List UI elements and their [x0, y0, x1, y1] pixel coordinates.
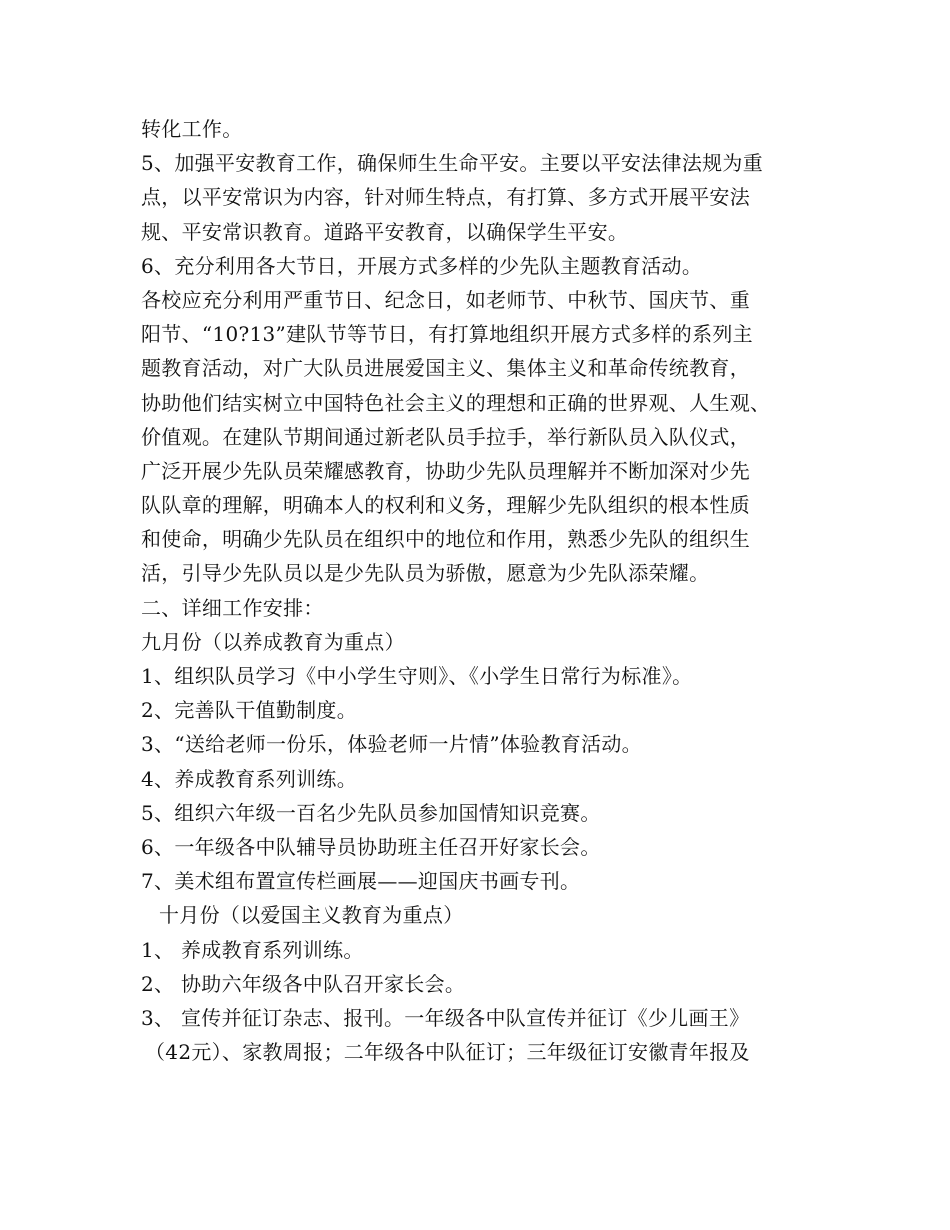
paragraph-line: 队队章的理解，明确本人的权利和义务，理解少先队组织的根本性质 [141, 493, 750, 518]
paragraph-line: 点，以平安常识为内容，针对师生特点，有打算、多方式开展平安法 [141, 185, 750, 210]
paragraph-line: 规、平安常识教育。道路平安教育，以确保学生平安。 [141, 219, 629, 244]
paragraph-line: 广泛开展少先队员荣耀感教育，协助少先队员理解并不断加深对少先 [141, 458, 750, 483]
list-item: 1、组织队员学习《中小学生守则》、《小学生日常行为标准》。 [141, 664, 693, 688]
paragraph-line: （42元）、家教周报；二年级各中队征订；三年级征订安徽青年报及 [145, 1040, 750, 1065]
month-heading-september: 九月份（以养成教育为重点） [141, 629, 405, 654]
document-body [141, 112, 841, 1069]
paragraph-line: 各校应充分利用严重节日、纪念日，如老师节、中秋节、国庆节、重 [141, 287, 750, 312]
paragraph-line: 活，引导少先队员以是少先队员为骄傲，愿意为少先队添荣耀。 [141, 561, 710, 586]
list-item: 2、 协助六年级各中队召开家长会。 [141, 971, 466, 996]
paragraph-line: 阳节、“10?13”建队节等节日，有打算地组织开展方式多样的系列主 [141, 322, 753, 347]
paragraph-line: 和使命，明确少先队员在组织中的地位和作用，熟悉少先队的组织生 [141, 527, 750, 552]
paragraph-line: 转化工作。 [141, 117, 243, 141]
list-item-safety-education: 5、加强平安教育工作，确保师生生命平安。主要以平安法律法规为重 [141, 151, 764, 176]
paragraph-line: 协助他们结实树立中国特色社会主义的理想和正确的世界观、人生观、 [141, 390, 771, 415]
list-item: 6、一年级各中队辅导员协助班主任召开好家长会。 [141, 834, 601, 859]
list-item: 4、养成教育系列训练。 [141, 766, 358, 791]
list-item: 2、完善队干值勤制度。 [141, 698, 358, 723]
paragraph-line: 价值观。在建队节期间通过新老队员手拉手，举行新队员入队仪式， [141, 424, 750, 449]
section-heading: 二、详细工作安排： [141, 595, 324, 620]
list-item: 7、美术组布置宣传栏画展——迎国庆书画专刊。 [141, 869, 581, 894]
paragraph-line: 题教育活动，对广大队员进展爱国主义、集体主义和革命传统教育， [141, 356, 750, 381]
list-item: 1、 养成教育系列训练。 [141, 937, 364, 962]
list-item-festival-activities: 6、充分利用各大节日，开展方式多样的少先队主题教育活动。 [141, 253, 703, 278]
list-item: 3、 宣传并征订杂志、报刊。一年级各中队宣传并征订《少儿画王》 [141, 1005, 750, 1030]
month-heading-october: 十月份（以爱国主义教育为重点） [159, 903, 464, 928]
list-item: 3、“送给老师一份乐，体验老师一片情”体验教育活动。 [141, 732, 642, 757]
list-item: 5、组织六年级一百名少先队员参加国情知识竞赛。 [141, 800, 601, 825]
